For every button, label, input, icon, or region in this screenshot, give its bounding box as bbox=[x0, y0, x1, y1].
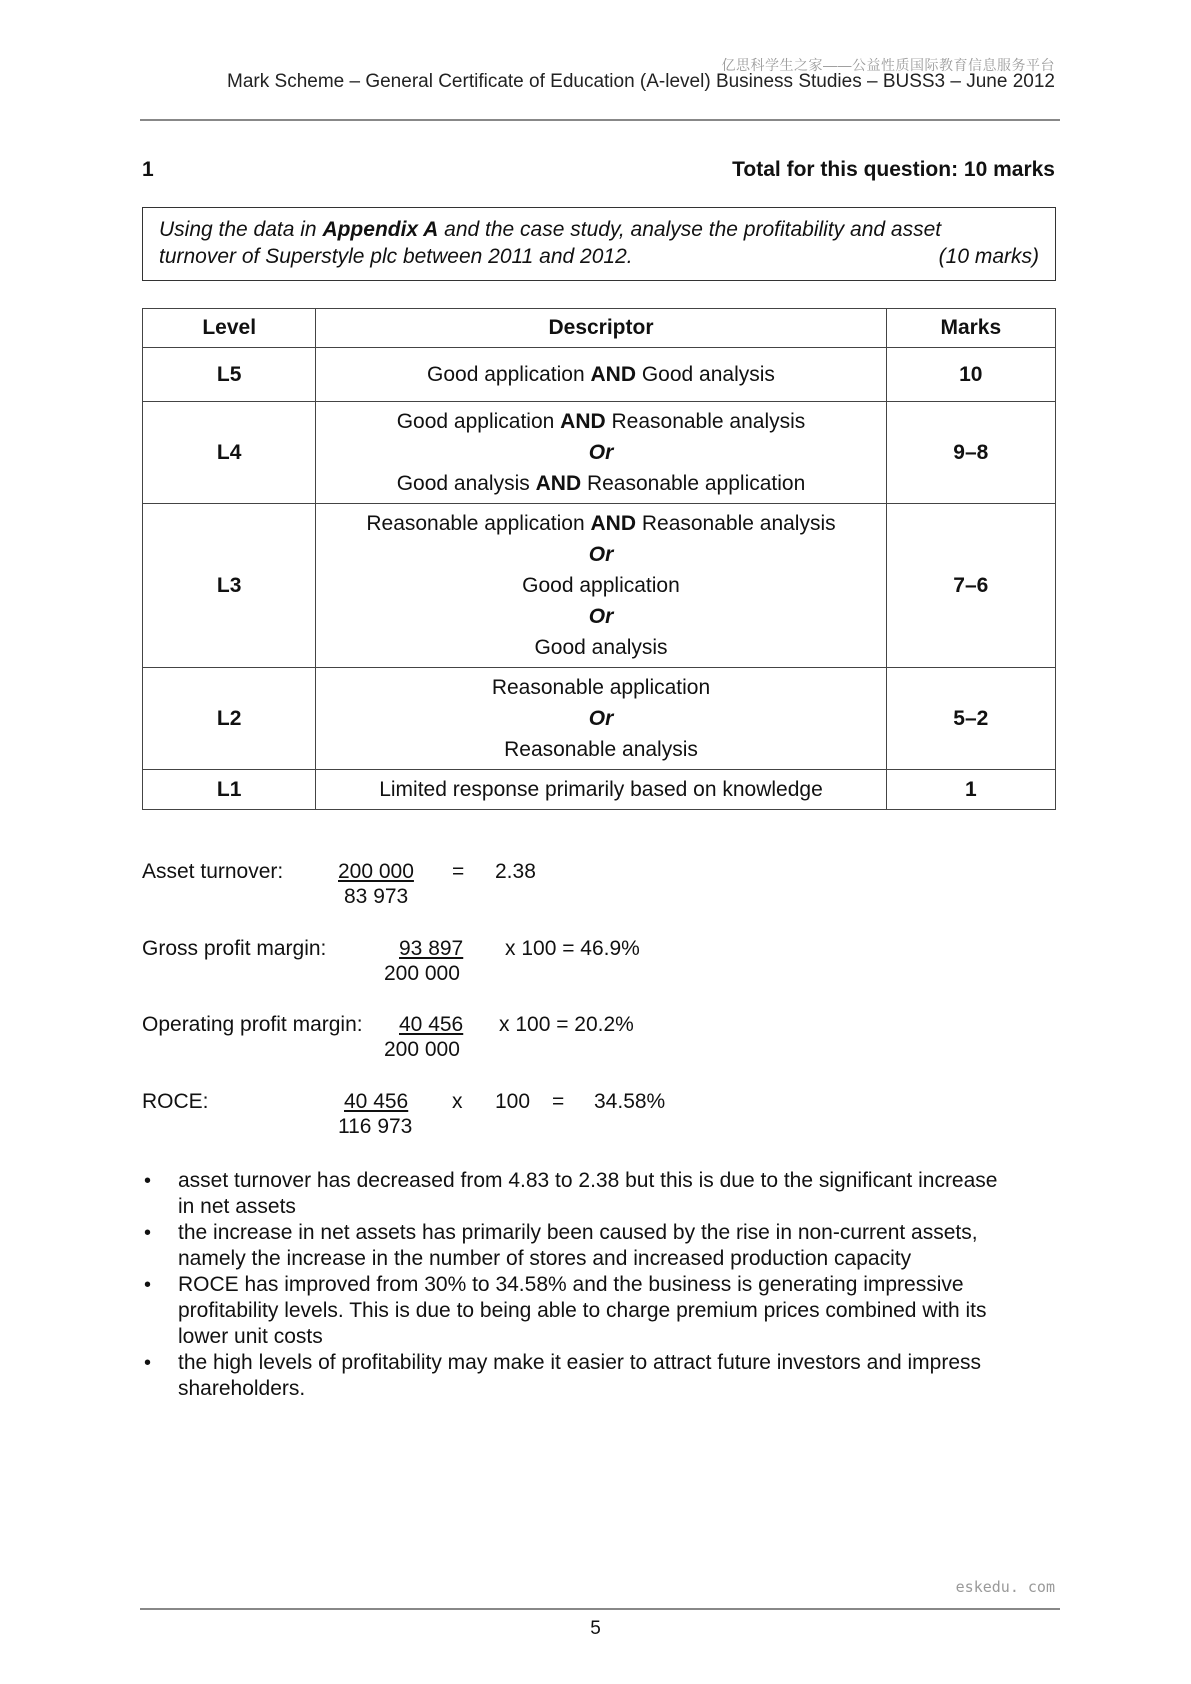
calc-numerator: 200 000 bbox=[338, 860, 414, 883]
descriptor-cell bbox=[316, 504, 886, 668]
calc-denominator: 200 000 bbox=[384, 1038, 460, 1061]
descriptor-cell bbox=[316, 348, 886, 402]
header-descriptor: Descriptor bbox=[316, 309, 886, 348]
question-line-1: Using the data in Appendix A and the case study, analyse the profitability and asset bbox=[159, 218, 942, 241]
calc-denominator: 116 973 bbox=[338, 1115, 413, 1138]
level-cell: L5 bbox=[143, 348, 316, 402]
descriptor-line bbox=[322, 774, 879, 805]
calc-result: x 100 = 20.2% bbox=[499, 1013, 634, 1036]
level-cell: L1 bbox=[143, 770, 316, 810]
header-title: Mark Scheme – General Certificate of Education (A-level) Business Studies – BUSS3 – June 2012 bbox=[227, 71, 1055, 92]
level-cell: L3 bbox=[143, 504, 316, 668]
descriptor-cell bbox=[316, 770, 886, 810]
bullet-line: lower unit costs bbox=[178, 1325, 323, 1348]
descriptor-and: AND bbox=[560, 410, 606, 433]
calc-equals: = bbox=[552, 1090, 565, 1113]
calc-label: Operating profit margin: bbox=[142, 1013, 363, 1036]
calc-denominator: 83 973 bbox=[344, 885, 409, 908]
descriptor-text: Good analysis bbox=[636, 363, 775, 386]
descriptor-or: Or bbox=[588, 707, 614, 730]
calc-numerator: 93 897 bbox=[399, 937, 464, 960]
descriptor-or: Or bbox=[588, 543, 614, 566]
table-row bbox=[143, 770, 1056, 810]
calc-label: ROCE: bbox=[142, 1090, 209, 1113]
descriptor-text: Limited response primarily based on knowledge bbox=[379, 778, 823, 801]
descriptor-or: Or bbox=[588, 605, 614, 628]
calc-times: x bbox=[452, 1090, 463, 1113]
bullet-item bbox=[142, 1168, 1062, 1220]
calc-result: 2.38 bbox=[495, 860, 536, 883]
table-row bbox=[143, 402, 1056, 504]
table-row bbox=[143, 668, 1056, 770]
descriptor-cell bbox=[316, 668, 886, 770]
header-rule bbox=[140, 119, 1060, 121]
level-cell: L2 bbox=[143, 668, 316, 770]
calc-numerator: 40 456 bbox=[399, 1013, 464, 1036]
calc-hundred: 100 bbox=[495, 1090, 531, 1113]
table-row bbox=[143, 504, 1056, 668]
bullet-line: shareholders. bbox=[178, 1377, 306, 1400]
calc-label: Gross profit margin: bbox=[142, 937, 327, 960]
descriptor-text: Good application bbox=[396, 410, 561, 433]
calc-label: Asset turnover: bbox=[142, 860, 284, 883]
question-box bbox=[142, 207, 1056, 281]
marks-cell: 9–8 bbox=[886, 402, 1055, 504]
calc-result: 34.58% bbox=[594, 1090, 666, 1113]
descriptor-text: Reasonable analysis bbox=[605, 410, 806, 433]
bullet-line: • asset turnover has decreased from 4.83 to 2.38 but this is due to the significant increase bbox=[178, 1169, 998, 1192]
descriptor-or: Or bbox=[588, 441, 614, 464]
descriptor-line bbox=[322, 734, 879, 765]
footer-rule bbox=[140, 1608, 1060, 1610]
descriptor-text: Reasonable application bbox=[366, 512, 591, 535]
descriptor-line bbox=[322, 508, 879, 539]
footer-watermark: eskedu. com bbox=[955, 1578, 1055, 1596]
page-number: 5 bbox=[590, 1618, 601, 1639]
descriptor-line bbox=[322, 359, 879, 390]
descriptor-text: Good analysis bbox=[534, 636, 668, 659]
bullet-line: in net assets bbox=[178, 1195, 296, 1218]
question-line-2: turnover of Superstyle plc between 2011 and 2012. (10 marks) bbox=[159, 245, 1039, 268]
bullet-line: profitability levels. This is due to being able to charge premium prices combined with its bbox=[178, 1299, 987, 1322]
levels-table bbox=[142, 308, 1056, 810]
table-row bbox=[143, 348, 1056, 402]
bullet-line: • ROCE has improved from 30% to 34.58% and the business is generating impressive bbox=[178, 1273, 964, 1296]
descriptor-and: AND bbox=[590, 363, 636, 386]
marks-cell: 7–6 bbox=[886, 504, 1055, 668]
descriptor-and: AND bbox=[535, 472, 582, 495]
bullet-line: • the high levels of profitability may make it easier to attract future investors and impress bbox=[178, 1351, 982, 1374]
bullet-line: namely the increase in the number of stores and increased production capacity bbox=[178, 1247, 912, 1270]
appendix-ref: Appendix A bbox=[322, 218, 439, 241]
descriptor-line bbox=[322, 672, 879, 703]
marks-cell: 5–2 bbox=[886, 668, 1055, 770]
marks-cell: 1 bbox=[886, 770, 1055, 810]
marks-cell: 10 bbox=[886, 348, 1055, 402]
level-cell: L4 bbox=[143, 402, 316, 504]
header-level: Level bbox=[143, 309, 316, 348]
question-marks: (10 marks) bbox=[938, 245, 1039, 268]
calc-numerator: 40 456 bbox=[344, 1090, 409, 1113]
header-watermark: 亿思科学生之家——公益性质国际教育信息服务平台 bbox=[721, 57, 1055, 73]
bullet-list bbox=[142, 1168, 1062, 1402]
descriptor-text: Reasonable analysis bbox=[636, 512, 836, 535]
descriptor-line bbox=[322, 632, 879, 663]
descriptor-cell bbox=[316, 402, 886, 504]
descriptor-text: Good application bbox=[427, 363, 591, 386]
bullet-item bbox=[142, 1272, 1062, 1350]
calc-denominator: 200 000 bbox=[384, 962, 460, 985]
header-marks: Marks bbox=[886, 309, 1055, 348]
table-header-row bbox=[143, 309, 1056, 348]
bullet-item bbox=[142, 1220, 1062, 1272]
descriptor-text: Reasonable application bbox=[491, 676, 711, 699]
descriptor-text: Reasonable application bbox=[581, 472, 806, 495]
question-total: Total for this question: 10 marks bbox=[732, 158, 1055, 181]
descriptor-and: AND bbox=[590, 512, 637, 535]
calc-result: x 100 = 46.9% bbox=[505, 937, 640, 960]
descriptor-line bbox=[322, 468, 879, 499]
descriptor-line bbox=[322, 570, 879, 601]
bullet-item bbox=[142, 1350, 1062, 1402]
descriptor-line bbox=[322, 406, 879, 437]
calc-equals: = bbox=[452, 860, 465, 883]
bullet-line: • the increase in net assets has primarily been caused by the rise in non-current assets, bbox=[178, 1221, 978, 1244]
levels-body bbox=[143, 348, 1056, 810]
descriptor-text: Good application bbox=[522, 574, 680, 597]
descriptor-text: Good analysis bbox=[396, 472, 536, 495]
descriptor-text: Reasonable analysis bbox=[504, 738, 698, 761]
question-number: 1 bbox=[142, 158, 154, 181]
